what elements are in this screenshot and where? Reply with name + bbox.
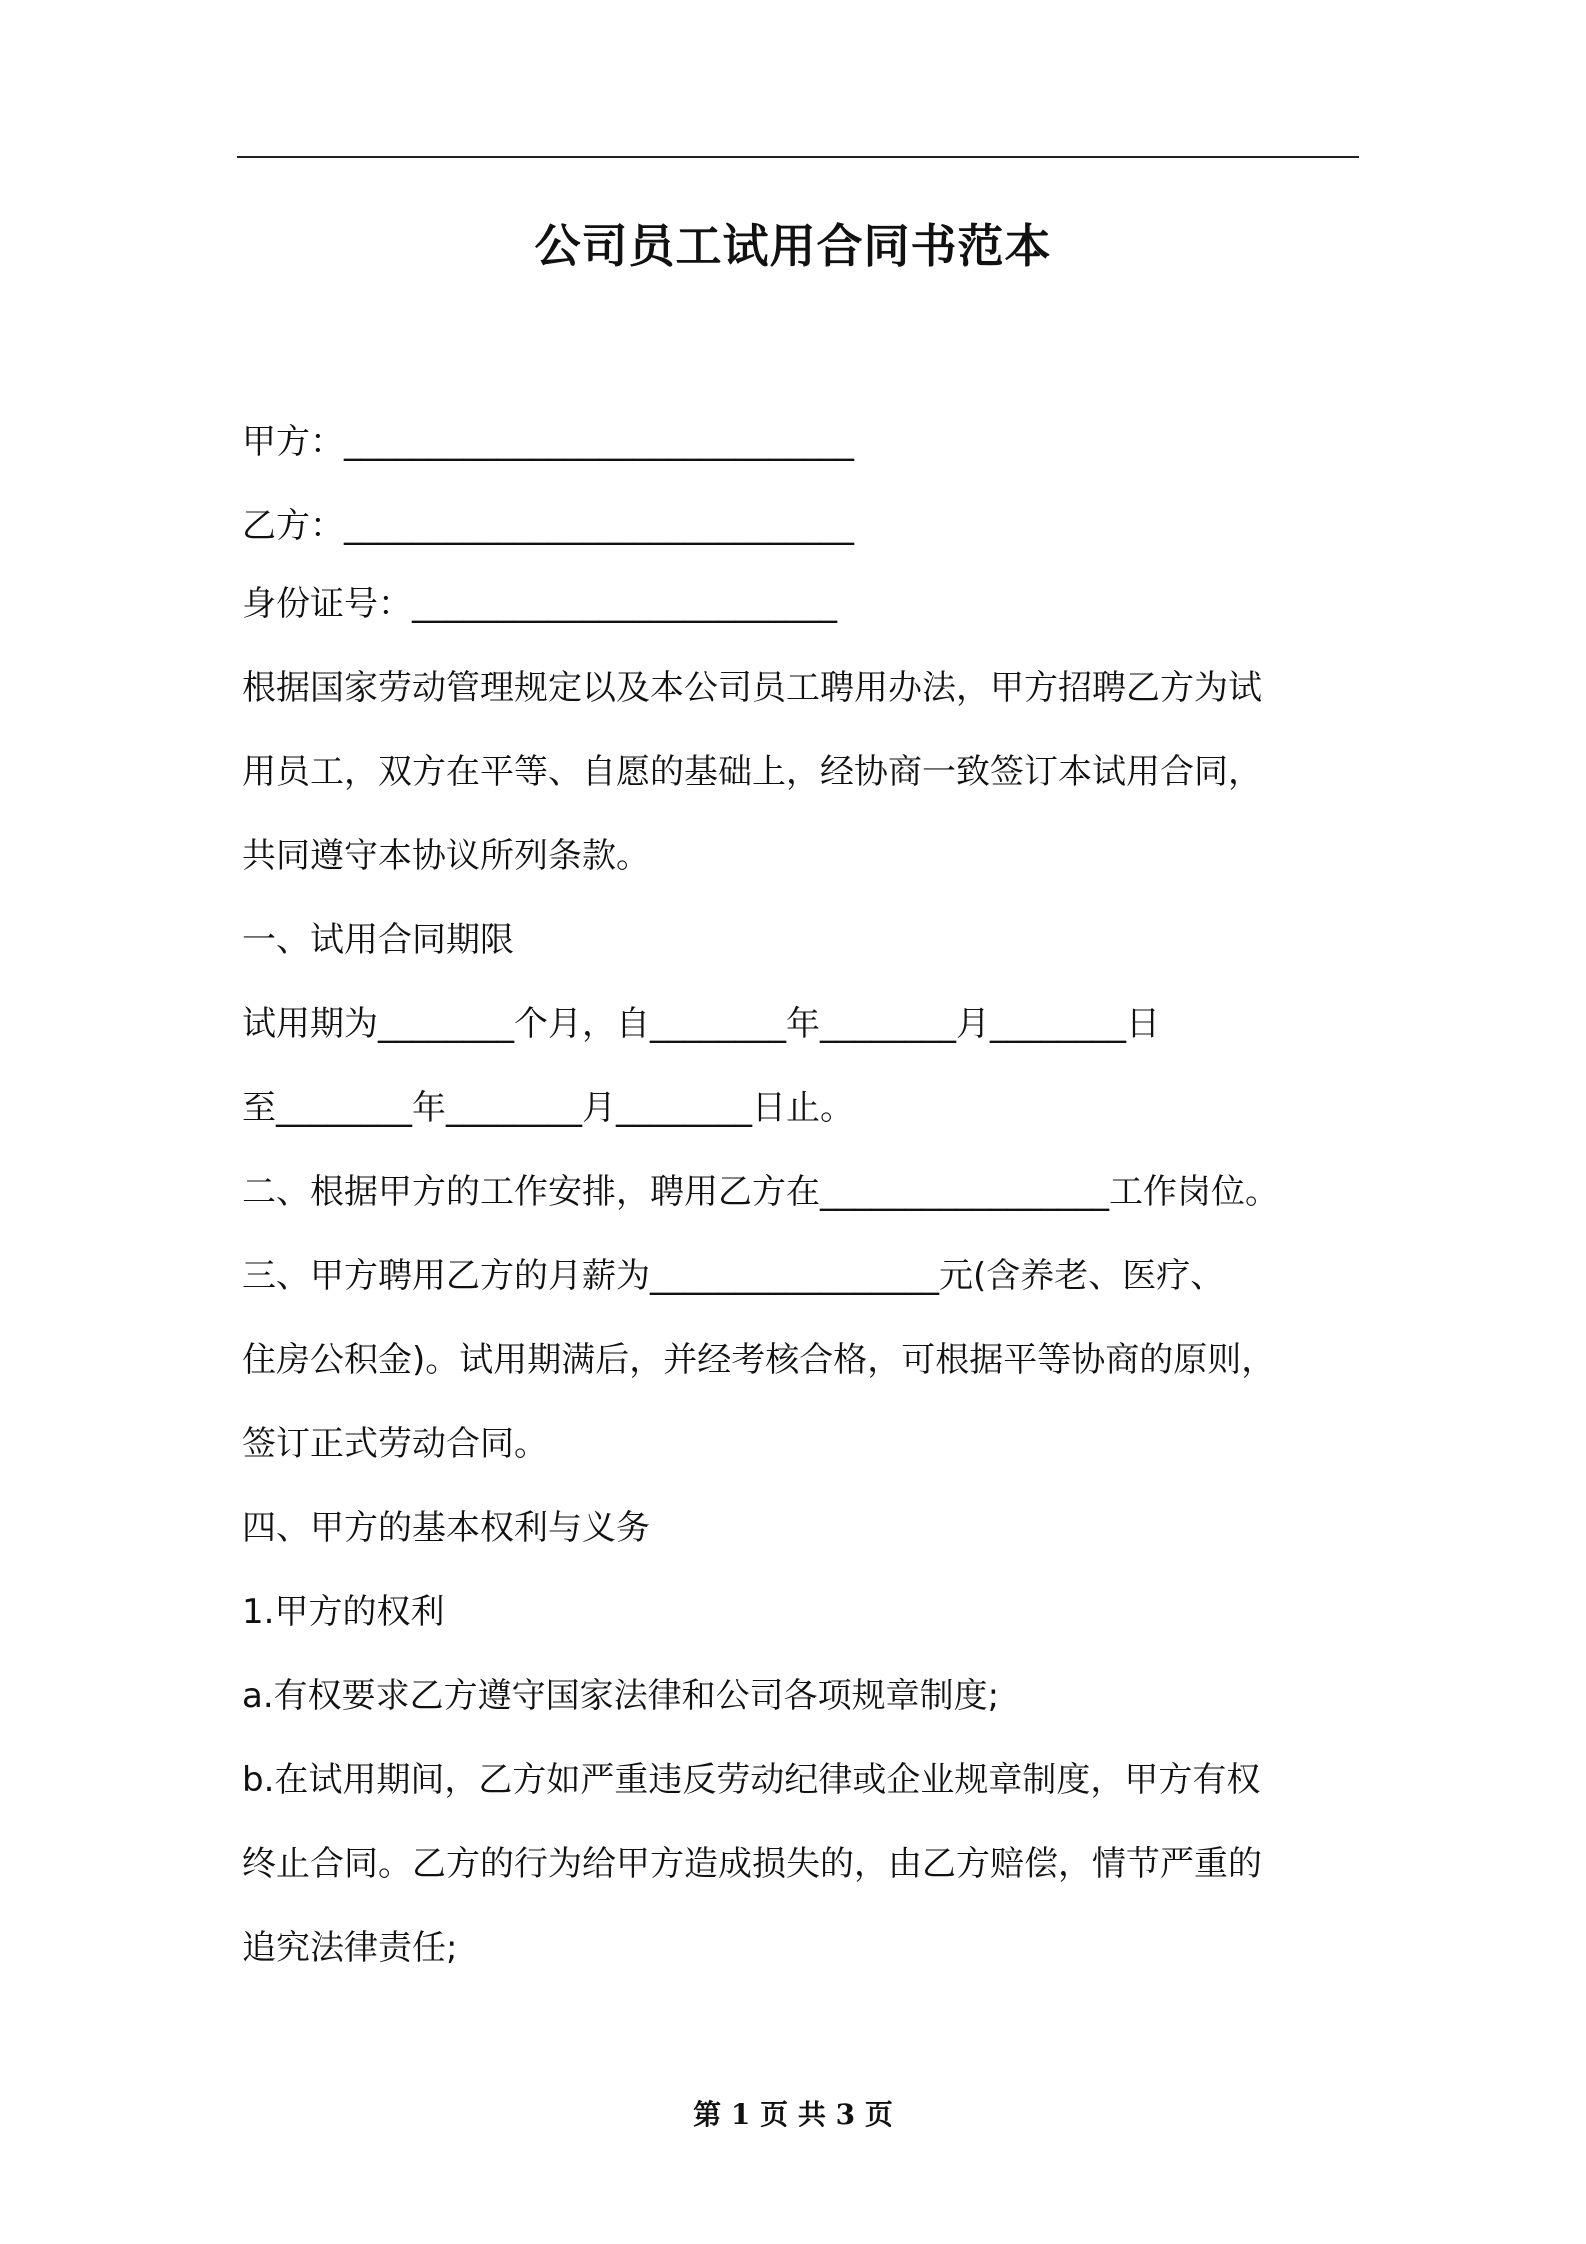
section-heading: 二、根据甲方的工作安排，聘用乙方在_________________工作岗位。	[242, 1172, 1279, 1212]
paragraph-line: 至________年________月________日止。	[242, 1088, 854, 1128]
paragraph-line: 签订正式劳动合同。	[242, 1424, 548, 1464]
paragraph-line: 用员工，双方在平等、自愿的基础上，经协商一致签订本试用合同，	[242, 752, 1262, 792]
document-title: 公司员工试用合同书范本	[534, 219, 1052, 273]
header-rule	[237, 156, 1359, 158]
section-heading: 三、甲方聘用乙方的月薪为_________________元(含养老、医疗、	[242, 1256, 1225, 1296]
paragraph-line: 根据国家劳动管理规定以及本公司员工聘用办法，甲方招聘乙方为试	[242, 668, 1262, 708]
list-item: b.在试用期间，乙方如严重违反劳动纪律或企业规章制度，甲方有权	[242, 1760, 1261, 1800]
section-heading: 四、甲方的基本权利与义务	[242, 1508, 650, 1548]
party-b-line: 乙方：______________________________	[242, 506, 854, 546]
paragraph-line: 共同遵守本协议所列条款。	[242, 836, 650, 876]
paragraph-line: 试用期为________个月，自________年________月________日	[242, 1004, 1160, 1044]
paragraph-line: 追究法律责任;	[242, 1928, 458, 1968]
paragraph-line: 终止合同。乙方的行为给甲方造成损失的，由乙方赔偿，情节严重的	[242, 1844, 1262, 1884]
paragraph-line: 住房公积金)。试用期满后，并经考核合格，可根据平等协商的原则，	[242, 1340, 1276, 1380]
list-item: a.有权要求乙方遵守国家法律和公司各项规章制度;	[242, 1676, 1000, 1716]
party-a-line: 甲方：______________________________	[242, 422, 854, 462]
subsection-heading: 1.甲方的权利	[242, 1592, 445, 1632]
id-number-line: 身份证号：_________________________	[242, 584, 837, 624]
page-footer: 第 1 页 共 3 页	[693, 2098, 893, 2131]
section-heading: 一、试用合同期限	[242, 920, 514, 960]
